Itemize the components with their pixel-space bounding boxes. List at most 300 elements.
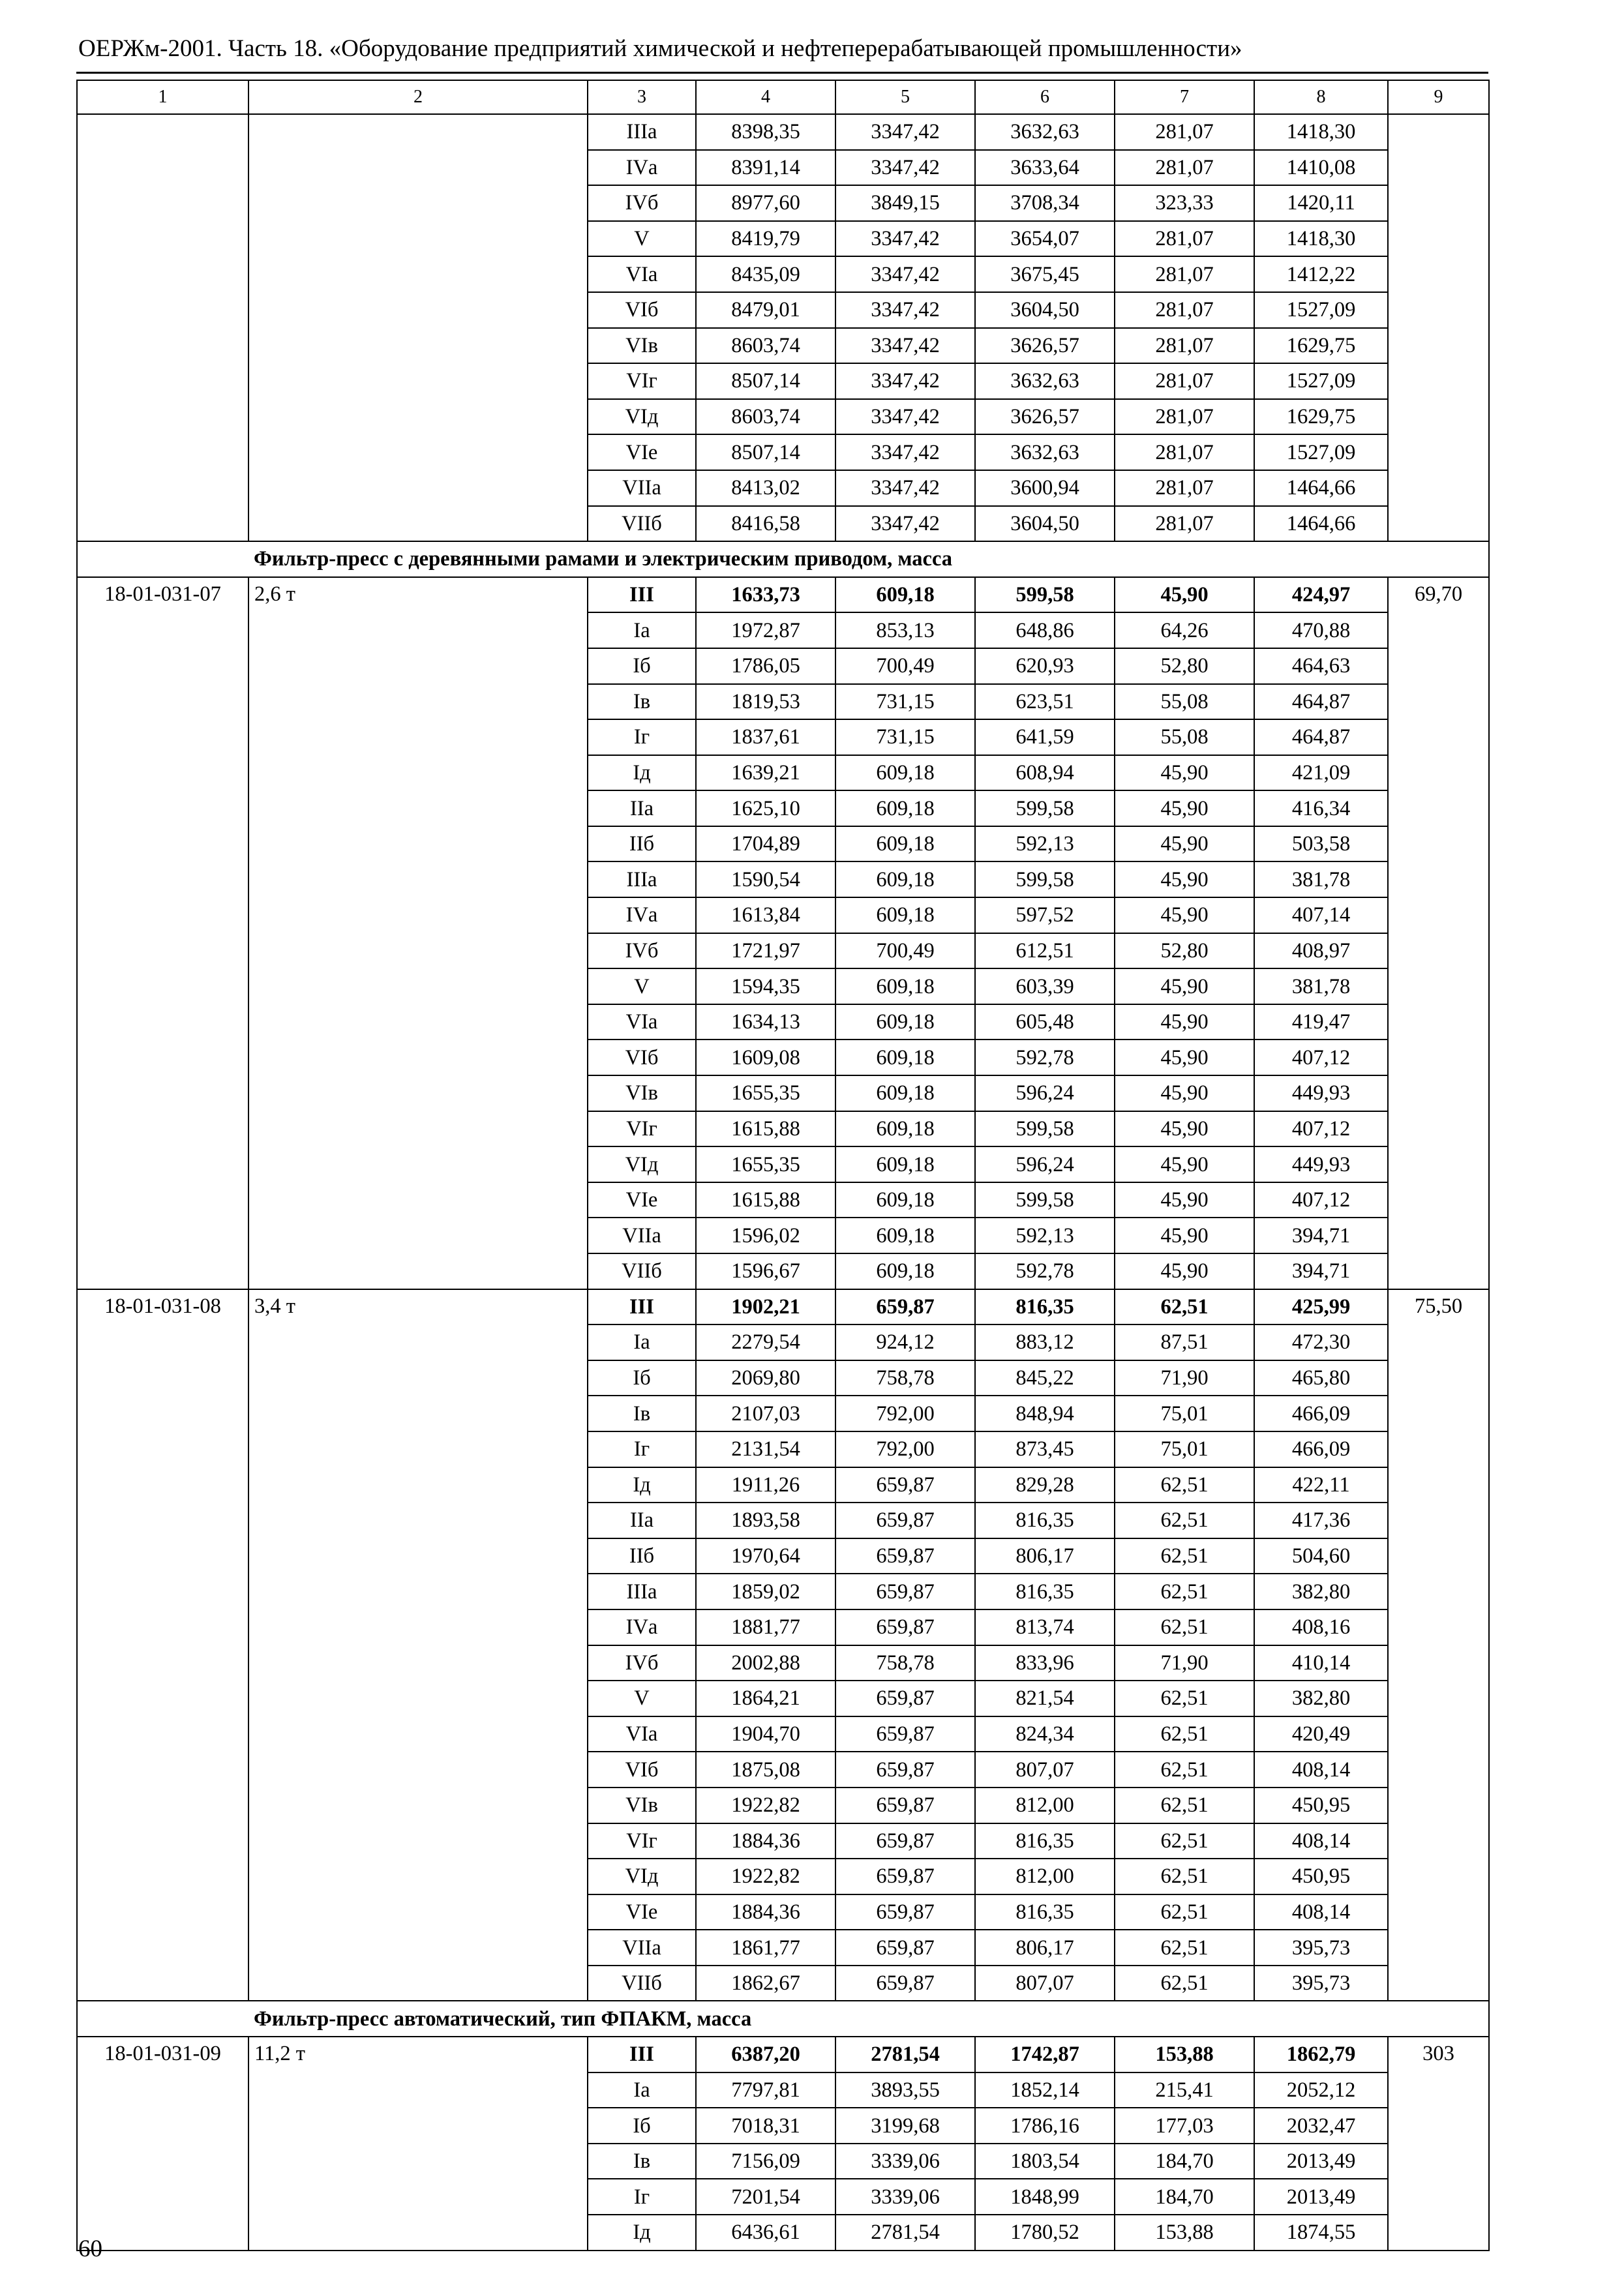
value-cell: 3604,50 [975, 292, 1115, 328]
column9-value: 303 [1388, 2037, 1489, 2251]
section-heading: Фильтр-пресс с деревянными рамами и электрическим приводом, масса [77, 541, 1489, 577]
value-cell: 1786,16 [975, 2108, 1115, 2144]
value-cell: 1819,53 [696, 684, 835, 720]
table-row [77, 114, 1489, 150]
value-cell: 64,26 [1115, 612, 1254, 648]
region-code-cell: IIб [588, 826, 696, 862]
column-header: 8 [1254, 80, 1388, 114]
value-cell: 6387,20 [696, 2037, 835, 2072]
value-cell: 417,36 [1254, 1503, 1388, 1538]
value-cell: 1609,08 [696, 1040, 835, 1075]
value-cell: 3347,42 [835, 114, 975, 150]
value-cell: 1970,64 [696, 1538, 835, 1574]
value-cell: 3339,06 [835, 2179, 975, 2215]
value-cell: 848,94 [975, 1396, 1115, 1431]
value-cell: 1922,82 [696, 1859, 835, 1894]
value-cell: 62,51 [1115, 1788, 1254, 1823]
value-cell: 45,90 [1115, 826, 1254, 862]
value-cell: 1780,52 [975, 2215, 1115, 2251]
section-heading-row [77, 2001, 1489, 2037]
value-cell: 609,18 [835, 897, 975, 933]
value-cell: 281,07 [1115, 506, 1254, 542]
region-code-cell: VIIб [588, 506, 696, 542]
value-cell: 75,01 [1115, 1396, 1254, 1431]
region-code-cell: VIа [588, 1004, 696, 1040]
value-cell: 1972,87 [696, 612, 835, 648]
table-body [77, 114, 1489, 2251]
column-header: 3 [588, 80, 696, 114]
region-code-cell: IIIа [588, 861, 696, 897]
column-header: 9 [1388, 80, 1489, 114]
region-code-cell: Iб [588, 2108, 696, 2144]
value-cell: 1803,54 [975, 2144, 1115, 2179]
value-cell: 659,87 [835, 1716, 975, 1752]
value-cell: 1893,58 [696, 1503, 835, 1538]
column9-value: 75,50 [1388, 1289, 1489, 2001]
value-cell: 394,71 [1254, 1218, 1388, 1253]
value-cell: 605,48 [975, 1004, 1115, 1040]
rate-code: 18-01-031-09 [77, 2037, 248, 2251]
value-cell: 659,87 [835, 1681, 975, 1716]
value-cell: 623,51 [975, 684, 1115, 720]
value-cell: 1596,67 [696, 1253, 835, 1289]
value-cell: 1590,54 [696, 861, 835, 897]
value-cell: 592,13 [975, 826, 1115, 862]
value-cell: 45,90 [1115, 577, 1254, 613]
value-cell: 599,58 [975, 577, 1115, 613]
value-cell: 449,93 [1254, 1075, 1388, 1111]
value-cell: 464,63 [1254, 648, 1388, 684]
region-code-cell: IVб [588, 185, 696, 221]
value-cell: 1527,09 [1254, 434, 1388, 470]
value-cell: 464,87 [1254, 719, 1388, 755]
value-cell: 1862,79 [1254, 2037, 1388, 2072]
value-cell: 8413,02 [696, 470, 835, 506]
value-cell: 612,51 [975, 933, 1115, 969]
value-cell: 45,90 [1115, 968, 1254, 1004]
value-cell: 422,11 [1254, 1467, 1388, 1503]
value-cell: 407,12 [1254, 1111, 1388, 1147]
value-cell: 1904,70 [696, 1716, 835, 1752]
value-cell: 8479,01 [696, 292, 835, 328]
value-cell: 424,97 [1254, 577, 1388, 613]
value-cell: 323,33 [1115, 185, 1254, 221]
value-cell: 659,87 [835, 1538, 975, 1574]
column-header: 7 [1115, 80, 1254, 114]
value-cell: 1852,14 [975, 2072, 1115, 2108]
value-cell: 45,90 [1115, 1253, 1254, 1289]
value-cell: 408,14 [1254, 1823, 1388, 1859]
value-cell: 281,07 [1115, 256, 1254, 292]
value-cell: 55,08 [1115, 684, 1254, 720]
value-cell: 3347,42 [835, 292, 975, 328]
column-number-row [77, 80, 1489, 114]
value-cell: 62,51 [1115, 1752, 1254, 1788]
region-code-cell: VIIб [588, 1253, 696, 1289]
value-cell: 3633,64 [975, 150, 1115, 186]
region-code-cell: VIв [588, 1788, 696, 1823]
value-cell: 3632,63 [975, 434, 1115, 470]
column-header: 5 [835, 80, 975, 114]
value-cell: 608,94 [975, 755, 1115, 791]
value-cell: 1922,82 [696, 1788, 835, 1823]
value-cell: 7018,31 [696, 2108, 835, 2144]
value-cell: 470,88 [1254, 612, 1388, 648]
value-cell: 407,12 [1254, 1182, 1388, 1218]
region-code-cell: Iб [588, 1360, 696, 1396]
value-cell: 596,24 [975, 1146, 1115, 1182]
value-cell: 1625,10 [696, 790, 835, 826]
value-cell: 806,17 [975, 1930, 1115, 1966]
value-cell: 659,87 [835, 1894, 975, 1930]
value-cell: 3347,42 [835, 434, 975, 470]
value-cell: 184,70 [1115, 2144, 1254, 2179]
value-cell: 1418,30 [1254, 114, 1388, 150]
value-cell: 408,14 [1254, 1894, 1388, 1930]
region-code-cell: VIд [588, 399, 696, 435]
value-cell: 3626,57 [975, 399, 1115, 435]
value-cell: 609,18 [835, 1182, 975, 1218]
value-cell: 816,35 [975, 1503, 1115, 1538]
region-code-cell: Iа [588, 1324, 696, 1360]
region-code-cell: Iв [588, 684, 696, 720]
value-cell: 596,24 [975, 1075, 1115, 1111]
value-cell: 71,90 [1115, 1360, 1254, 1396]
value-cell: 3604,50 [975, 506, 1115, 542]
value-cell: 465,80 [1254, 1360, 1388, 1396]
value-cell: 816,35 [975, 1894, 1115, 1930]
region-code-cell: V [588, 968, 696, 1004]
value-cell: 700,49 [835, 648, 975, 684]
value-cell: 1639,21 [696, 755, 835, 791]
value-cell: 8419,79 [696, 221, 835, 257]
rate-code: 18-01-031-07 [77, 577, 248, 1289]
region-code-cell: VIе [588, 434, 696, 470]
value-cell: 609,18 [835, 1111, 975, 1147]
value-cell: 659,87 [835, 1609, 975, 1645]
value-cell: 6436,61 [696, 2215, 835, 2251]
value-cell: 449,93 [1254, 1146, 1388, 1182]
region-code-cell: IVа [588, 1609, 696, 1645]
value-cell: 2107,03 [696, 1396, 835, 1431]
value-cell: 3708,34 [975, 185, 1115, 221]
region-code-cell: VIа [588, 256, 696, 292]
value-cell: 45,90 [1115, 1218, 1254, 1253]
value-cell: 1464,66 [1254, 506, 1388, 542]
value-cell: 8507,14 [696, 434, 835, 470]
region-code-cell: Iд [588, 1467, 696, 1503]
value-cell: 45,90 [1115, 1004, 1254, 1040]
value-cell: 394,71 [1254, 1253, 1388, 1289]
value-cell: 8977,60 [696, 185, 835, 221]
value-cell: 153,88 [1115, 2037, 1254, 2072]
region-code-cell: Iа [588, 2072, 696, 2108]
value-cell: 2032,47 [1254, 2108, 1388, 2144]
value-cell: 62,51 [1115, 1681, 1254, 1716]
value-cell: 62,51 [1115, 1289, 1254, 1325]
value-cell: 609,18 [835, 1004, 975, 1040]
value-cell: 8507,14 [696, 363, 835, 399]
value-cell: 419,47 [1254, 1004, 1388, 1040]
mass-value: 2,6 т [248, 577, 588, 1289]
value-cell: 1634,13 [696, 1004, 835, 1040]
value-cell: 599,58 [975, 790, 1115, 826]
value-cell: 1862,67 [696, 1966, 835, 2001]
value-cell: 1615,88 [696, 1182, 835, 1218]
value-cell: 1655,35 [696, 1146, 835, 1182]
value-cell: 450,95 [1254, 1859, 1388, 1894]
value-cell: 845,22 [975, 1360, 1115, 1396]
value-cell: 3347,42 [835, 150, 975, 186]
value-cell: 281,07 [1115, 470, 1254, 506]
region-code-cell: VIг [588, 1823, 696, 1859]
value-cell: 659,87 [835, 1752, 975, 1788]
value-cell: 816,35 [975, 1289, 1115, 1325]
region-code-cell: VIа [588, 1716, 696, 1752]
value-cell: 873,45 [975, 1431, 1115, 1467]
value-cell: 3347,42 [835, 399, 975, 435]
value-cell: 62,51 [1115, 1574, 1254, 1609]
region-code-cell: IIа [588, 1503, 696, 1538]
value-cell: 55,08 [1115, 719, 1254, 755]
value-cell: 599,58 [975, 1182, 1115, 1218]
region-code-cell: VIв [588, 328, 696, 364]
mass-value [248, 114, 588, 541]
region-code-cell: Iб [588, 648, 696, 684]
value-cell: 3347,42 [835, 256, 975, 292]
value-cell: 609,18 [835, 968, 975, 1004]
mass-value: 11,2 т [248, 2037, 588, 2251]
region-code-cell: V [588, 221, 696, 257]
column-header: 4 [696, 80, 835, 114]
value-cell: 3654,07 [975, 221, 1115, 257]
region-code-cell: Iд [588, 755, 696, 791]
value-cell: 758,78 [835, 1645, 975, 1681]
header-divider [76, 72, 1488, 74]
region-code-cell: VIе [588, 1182, 696, 1218]
value-cell: 731,15 [835, 719, 975, 755]
value-cell: 7797,81 [696, 2072, 835, 2108]
region-code-cell: Iв [588, 1396, 696, 1431]
value-cell: 1594,35 [696, 968, 835, 1004]
region-code-cell: IIIа [588, 114, 696, 150]
region-code-cell: VIб [588, 1040, 696, 1075]
value-cell: 1884,36 [696, 1823, 835, 1859]
value-cell: 407,12 [1254, 1040, 1388, 1075]
region-code-cell: Iа [588, 612, 696, 648]
value-cell: 659,87 [835, 1467, 975, 1503]
value-cell: 641,59 [975, 719, 1115, 755]
value-cell: 829,28 [975, 1467, 1115, 1503]
region-code-cell: VIг [588, 363, 696, 399]
value-cell: 1837,61 [696, 719, 835, 755]
value-cell: 177,03 [1115, 2108, 1254, 2144]
value-cell: 503,58 [1254, 826, 1388, 862]
value-cell: 700,49 [835, 933, 975, 969]
value-cell: 2069,80 [696, 1360, 835, 1396]
value-cell: 3675,45 [975, 256, 1115, 292]
value-cell: 807,07 [975, 1966, 1115, 2001]
value-cell: 3347,42 [835, 506, 975, 542]
value-cell: 395,73 [1254, 1930, 1388, 1966]
value-cell: 1629,75 [1254, 328, 1388, 364]
value-cell: 45,90 [1115, 1146, 1254, 1182]
value-cell: 599,58 [975, 861, 1115, 897]
region-code-cell: VIIа [588, 470, 696, 506]
value-cell: 659,87 [835, 1289, 975, 1325]
value-cell: 3347,42 [835, 328, 975, 364]
region-code-cell: Iг [588, 1431, 696, 1467]
value-cell: 1721,97 [696, 933, 835, 969]
value-cell: 603,39 [975, 968, 1115, 1004]
region-code-cell: VIIб [588, 1966, 696, 2001]
value-cell: 883,12 [975, 1324, 1115, 1360]
value-cell: 620,93 [975, 648, 1115, 684]
value-cell: 1911,26 [696, 1467, 835, 1503]
value-cell: 3893,55 [835, 2072, 975, 2108]
value-cell: 609,18 [835, 790, 975, 826]
value-cell: 2013,49 [1254, 2179, 1388, 2215]
value-cell: 1596,02 [696, 1218, 835, 1253]
value-cell: 3347,42 [835, 470, 975, 506]
region-code-cell: IVа [588, 150, 696, 186]
value-cell: 1412,22 [1254, 256, 1388, 292]
value-cell: 2781,54 [835, 2037, 975, 2072]
value-cell: 3199,68 [835, 2108, 975, 2144]
value-cell: 3849,15 [835, 185, 975, 221]
value-cell: 62,51 [1115, 1503, 1254, 1538]
value-cell: 659,87 [835, 1930, 975, 1966]
table-row [77, 1289, 1489, 1325]
value-cell: 62,51 [1115, 1467, 1254, 1503]
value-cell: 659,87 [835, 1574, 975, 1609]
value-cell: 408,14 [1254, 1752, 1388, 1788]
region-code-cell: VIIа [588, 1930, 696, 1966]
value-cell: 420,49 [1254, 1716, 1388, 1752]
value-cell: 7156,09 [696, 2144, 835, 2179]
value-cell: 812,00 [975, 1788, 1115, 1823]
region-code-cell: Iв [588, 2144, 696, 2179]
value-cell: 1786,05 [696, 648, 835, 684]
value-cell: 52,80 [1115, 933, 1254, 969]
region-code-cell: VIд [588, 1859, 696, 1894]
value-cell: 609,18 [835, 1040, 975, 1075]
value-cell: 1527,09 [1254, 292, 1388, 328]
value-cell: 592,78 [975, 1040, 1115, 1075]
value-cell: 3626,57 [975, 328, 1115, 364]
value-cell: 7201,54 [696, 2179, 835, 2215]
value-cell: 62,51 [1115, 1716, 1254, 1752]
value-cell: 1874,55 [1254, 2215, 1388, 2251]
value-cell: 62,51 [1115, 1930, 1254, 1966]
value-cell: 1615,88 [696, 1111, 835, 1147]
value-cell: 1527,09 [1254, 363, 1388, 399]
region-code-cell: Iг [588, 2179, 696, 2215]
value-cell: 410,14 [1254, 1645, 1388, 1681]
value-cell: 592,13 [975, 1218, 1115, 1253]
page-number: 60 [78, 2236, 102, 2262]
value-cell: 609,18 [835, 1075, 975, 1111]
value-cell: 597,52 [975, 897, 1115, 933]
value-cell: 281,07 [1115, 150, 1254, 186]
value-cell: 395,73 [1254, 1966, 1388, 2001]
value-cell: 1613,84 [696, 897, 835, 933]
value-cell: 382,80 [1254, 1574, 1388, 1609]
value-cell: 425,99 [1254, 1289, 1388, 1325]
value-cell: 153,88 [1115, 2215, 1254, 2251]
value-cell: 62,51 [1115, 1609, 1254, 1645]
region-code-cell: VIе [588, 1894, 696, 1930]
value-cell: 184,70 [1115, 2179, 1254, 2215]
value-cell: 381,78 [1254, 968, 1388, 1004]
value-cell: 45,90 [1115, 755, 1254, 791]
region-code-cell: Iг [588, 719, 696, 755]
value-cell: 45,90 [1115, 1182, 1254, 1218]
value-cell: 792,00 [835, 1396, 975, 1431]
value-cell: 648,86 [975, 612, 1115, 648]
rates-table [76, 80, 1490, 2251]
value-cell: 609,18 [835, 1253, 975, 1289]
region-code-cell: VIIа [588, 1218, 696, 1253]
value-cell: 8435,09 [696, 256, 835, 292]
value-cell: 592,78 [975, 1253, 1115, 1289]
value-cell: 1633,73 [696, 577, 835, 613]
value-cell: 2279,54 [696, 1324, 835, 1360]
value-cell: 45,90 [1115, 897, 1254, 933]
value-cell: 731,15 [835, 684, 975, 720]
value-cell: 1875,08 [696, 1752, 835, 1788]
value-cell: 450,95 [1254, 1788, 1388, 1823]
value-cell: 408,16 [1254, 1609, 1388, 1645]
section-heading: Фильтр-пресс автоматический, тип ФПАКМ, масса [77, 2001, 1489, 2037]
region-code-cell: VIд [588, 1146, 696, 1182]
page-header-title: ОЕРЖм-2001. Часть 18. «Оборудование предприятий химической и нефтеперерабатывающей промышленности» [78, 35, 1242, 62]
value-cell: 407,14 [1254, 897, 1388, 933]
value-cell: 3632,63 [975, 114, 1115, 150]
region-code-cell: V [588, 1681, 696, 1716]
value-cell: 1704,89 [696, 826, 835, 862]
section-heading-row [77, 541, 1489, 577]
value-cell: 609,18 [835, 861, 975, 897]
rate-code: 18-01-031-08 [77, 1289, 248, 2001]
value-cell: 45,90 [1115, 1040, 1254, 1075]
column-header: 1 [77, 80, 248, 114]
value-cell: 1861,77 [696, 1930, 835, 1966]
value-cell: 281,07 [1115, 292, 1254, 328]
value-cell: 416,34 [1254, 790, 1388, 826]
table-row [77, 577, 1489, 613]
region-code-cell: IIб [588, 1538, 696, 1574]
region-code-cell: III [588, 1289, 696, 1325]
value-cell: 1864,21 [696, 1681, 835, 1716]
value-cell: 75,01 [1115, 1431, 1254, 1467]
value-cell: 2002,88 [696, 1645, 835, 1681]
value-cell: 8603,74 [696, 399, 835, 435]
value-cell: 408,97 [1254, 933, 1388, 969]
value-cell: 824,34 [975, 1716, 1115, 1752]
rate-code [77, 114, 248, 541]
value-cell: 45,90 [1115, 1111, 1254, 1147]
value-cell: 1859,02 [696, 1574, 835, 1609]
region-code-cell: VIг [588, 1111, 696, 1147]
value-cell: 281,07 [1115, 363, 1254, 399]
value-cell: 807,07 [975, 1752, 1115, 1788]
value-cell: 62,51 [1115, 1823, 1254, 1859]
column-header: 6 [975, 80, 1115, 114]
value-cell: 2052,12 [1254, 2072, 1388, 2108]
column9-value [1388, 114, 1489, 541]
value-cell: 62,51 [1115, 1966, 1254, 2001]
